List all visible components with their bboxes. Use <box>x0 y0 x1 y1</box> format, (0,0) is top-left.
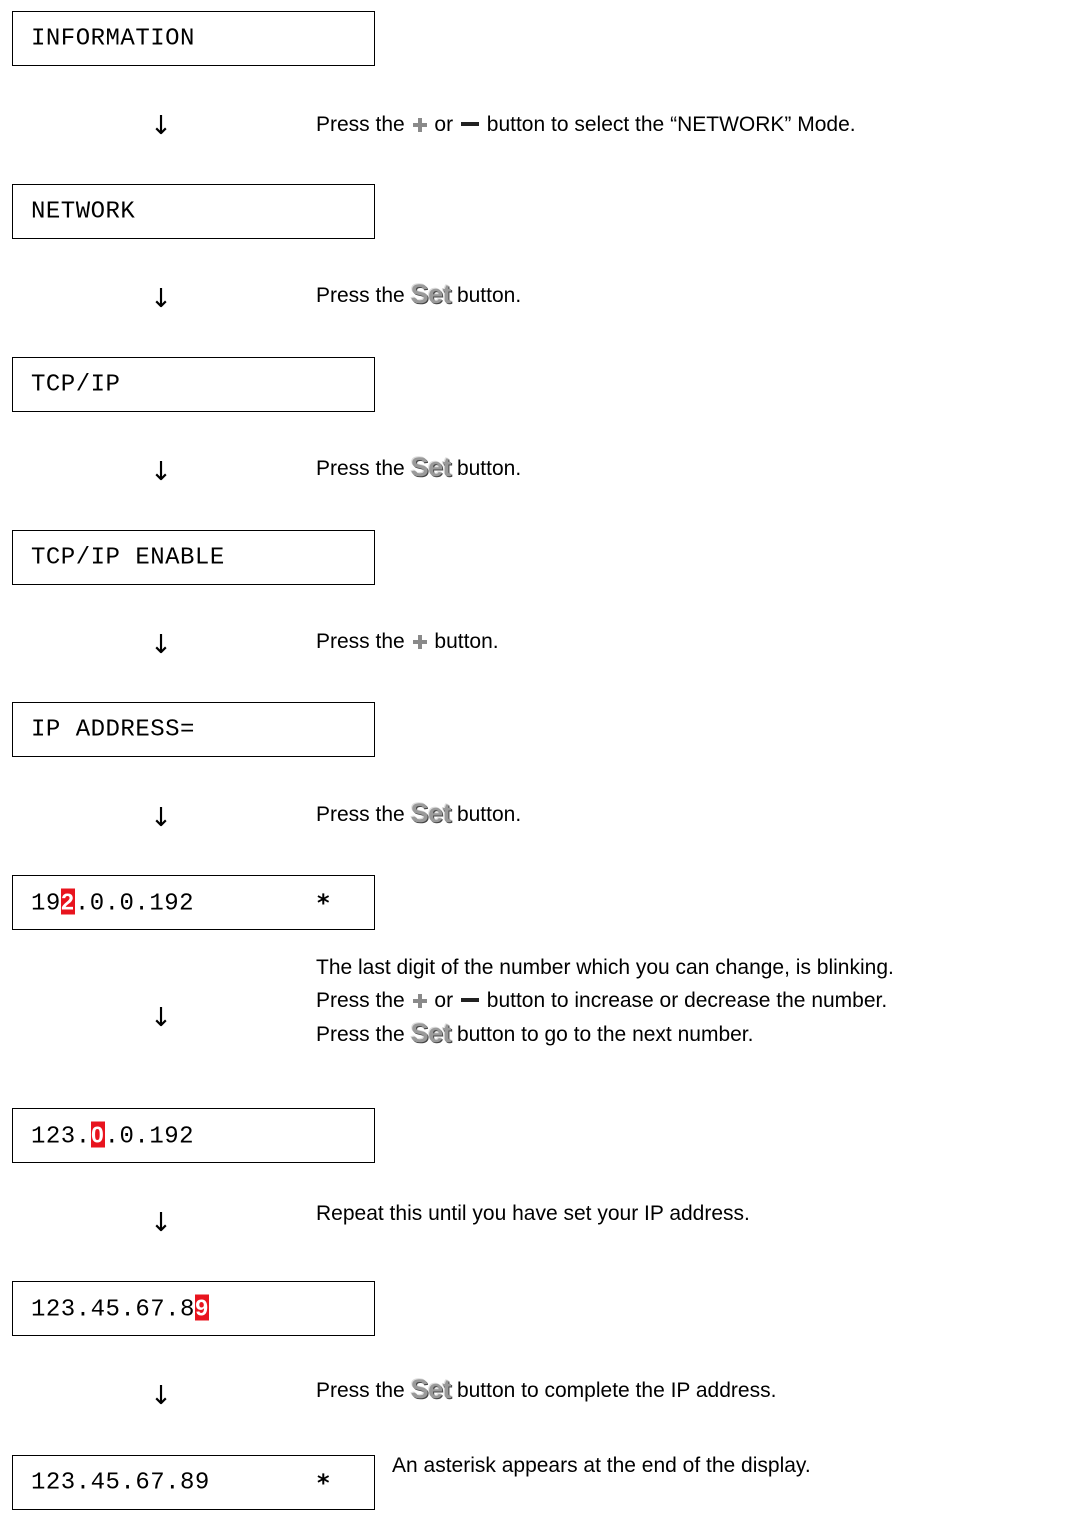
blinking-digit: 2 <box>61 888 75 914</box>
lcd-display-information <box>12 11 375 66</box>
lcd-display-network <box>12 184 375 239</box>
instruction-asterisk-note: An asterisk appears at the end of the display. <box>392 1454 811 1477</box>
plus-button-icon <box>413 994 427 1008</box>
plus-button-icon <box>413 635 427 649</box>
lcd-display-tcpip <box>12 357 375 412</box>
lcd-text: NETWORK <box>31 198 136 225</box>
set-button-icon: Set <box>410 452 452 482</box>
instruction-press-plus: Press the button. <box>316 630 499 653</box>
lcd-display-ip-editing <box>12 875 375 930</box>
set-button-icon: Set <box>410 1374 452 1404</box>
instruction-edit-digits: The last digit of the number which you can change, is blinking. Press the or button to increase or decrease the number. Press the Set button to go to the next number. <box>316 956 894 1048</box>
lcd-display-ip-next-number <box>12 1108 375 1163</box>
lcd-text: 123.0.0.192 <box>31 1121 195 1150</box>
set-button-icon: Set <box>410 1018 452 1048</box>
instruction-press-set: Press the Set button. <box>316 452 522 482</box>
instruction-complete-ip: Press the Set button to complete the IP address. <box>316 1374 777 1404</box>
down-arrow-icon: ↓ <box>150 1208 172 1238</box>
instruction-select-network: Press the or button to select the “NETWORK” Mode. <box>316 113 856 136</box>
lcd-display-tcpip-enable <box>12 530 375 585</box>
lcd-display-ip-last-digit <box>12 1281 375 1336</box>
lcd-text: 123.45.67.89 <box>31 1469 210 1496</box>
lcd-display-ip-complete <box>12 1455 375 1510</box>
down-arrow-icon: ↓ <box>150 630 172 660</box>
lcd-text: INFORMATION <box>31 25 195 52</box>
blinking-digit: 0 <box>90 1121 105 1147</box>
down-arrow-icon: ↓ <box>150 111 172 141</box>
blinking-digit: 9 <box>195 1294 209 1320</box>
set-button-icon: Set <box>410 279 452 309</box>
minus-button-icon <box>461 998 479 1002</box>
lcd-display-ip-address <box>12 702 375 757</box>
lcd-text: 192.0.0.192 <box>31 888 195 917</box>
lcd-text: TCP/IP ENABLE <box>31 544 225 571</box>
instruction-press-set: Press the Set button. <box>316 798 522 828</box>
minus-button-icon <box>461 122 479 126</box>
down-arrow-icon: ↓ <box>150 1381 172 1411</box>
instruction-press-set: Press the Set button. <box>316 279 522 309</box>
plus-button-icon <box>413 118 427 132</box>
down-arrow-icon: ↓ <box>150 803 172 833</box>
down-arrow-icon: ↓ <box>150 457 172 487</box>
lcd-text: 123.45.67.89 <box>31 1294 209 1323</box>
lcd-text: IP ADDRESS= <box>31 716 195 743</box>
lcd-text: TCP/IP <box>31 371 121 398</box>
asterisk-icon: * <box>317 888 330 917</box>
instruction-repeat: Repeat this until you have set your IP address. <box>316 1202 750 1225</box>
set-button-icon: Set <box>410 798 452 828</box>
asterisk-icon: * <box>317 1468 330 1497</box>
down-arrow-icon: ↓ <box>150 284 172 314</box>
down-arrow-icon: ↓ <box>150 1003 172 1033</box>
